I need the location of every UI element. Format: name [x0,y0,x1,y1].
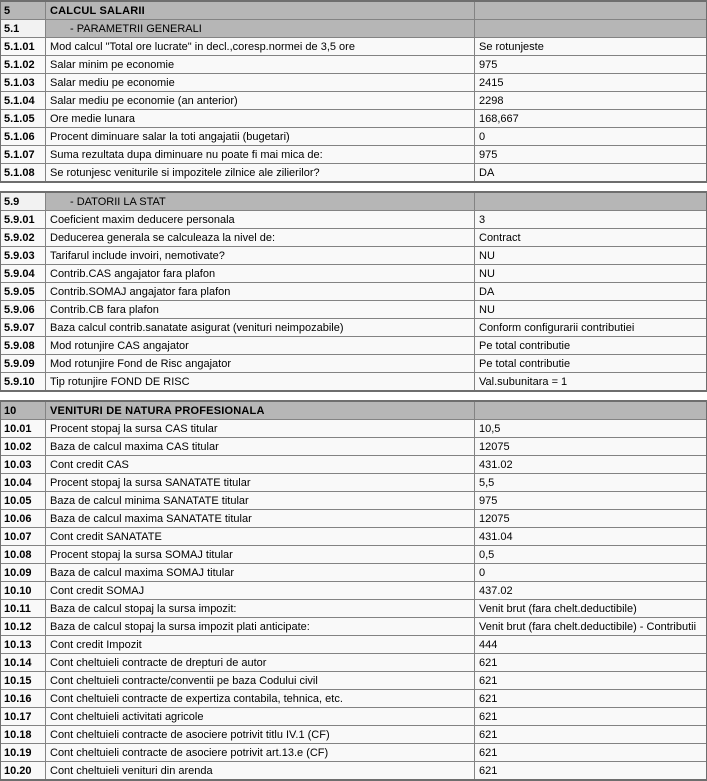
row-description: - DATORII LA STAT [46,193,475,210]
row-description: Contrib.SOMAJ angajator fara plafon [46,283,475,300]
row-code: 10.18 [1,726,46,743]
row-value[interactable]: Pe total contributie [475,337,706,354]
row-code: 5.1.06 [1,128,46,145]
table-row[interactable] [1,456,706,474]
row-value[interactable]: 0,5 [475,546,706,563]
row-code: 5.9.02 [1,229,46,246]
row-code: 5.9.08 [1,337,46,354]
row-description: Ore medie lunara [46,110,475,127]
row-code: 10.13 [1,636,46,653]
row-code: 5.9.07 [1,319,46,336]
row-code: 10.11 [1,600,46,617]
row-code: 5.1.07 [1,146,46,163]
row-value[interactable]: 437.02 [475,582,706,599]
row-code: 10.19 [1,744,46,761]
table-row[interactable] [1,283,706,301]
table-row[interactable] [1,564,706,582]
row-description: Cont cheltuieli contracte de asociere potrivit titlu IV.1 (CF) [46,726,475,743]
row-code: 10.01 [1,420,46,437]
row-code: 10.09 [1,564,46,581]
row-value[interactable]: 2298 [475,92,706,109]
table-section [0,191,707,392]
row-code: 5.1.02 [1,56,46,73]
table-row[interactable] [1,492,706,510]
table-row[interactable] [1,38,706,56]
row-value [475,20,706,37]
row-description: Salar minim pe economie [46,56,475,73]
table-row[interactable] [1,762,706,779]
row-value[interactable]: 975 [475,146,706,163]
row-description: Baza de calcul maxima SANATATE titular [46,510,475,527]
row-description: Deducerea generala se calculeaza la nivel de: [46,229,475,246]
row-description: Baza de calcul maxima CAS titular [46,438,475,455]
table-row[interactable] [1,600,706,618]
row-description: Cont credit SANATATE [46,528,475,545]
row-value[interactable]: Pe total contributie [475,355,706,372]
table-row[interactable] [1,164,706,181]
row-description: Procent stopaj la sursa CAS titular [46,420,475,437]
row-code: 5.9.05 [1,283,46,300]
row-value[interactable]: 2415 [475,74,706,91]
row-value[interactable]: 621 [475,708,706,725]
subsection-header-row[interactable] [1,193,706,211]
row-value[interactable]: 621 [475,744,706,761]
row-value[interactable]: 5,5 [475,474,706,491]
table-row[interactable] [1,110,706,128]
row-value[interactable]: 0 [475,564,706,581]
row-value[interactable]: 168,667 [475,110,706,127]
table-row[interactable] [1,744,706,762]
row-description: Cont cheltuieli contracte/conventii pe baza Codului civil [46,672,475,689]
row-code: 5.9.10 [1,373,46,390]
row-value[interactable]: 621 [475,654,706,671]
table-row[interactable] [1,636,706,654]
row-value[interactable]: Val.subunitara = 1 [475,373,706,390]
section-header-row[interactable] [1,2,706,20]
row-value[interactable]: DA [475,164,706,181]
table-row[interactable] [1,708,706,726]
row-code: 10.02 [1,438,46,455]
row-code: 5.1 [1,20,46,37]
row-code: 5.9 [1,193,46,210]
table-row[interactable] [1,92,706,110]
table-row[interactable] [1,438,706,456]
row-description: Baza de calcul maxima SOMAJ titular [46,564,475,581]
row-description: Mod rotunjire CAS angajator [46,337,475,354]
row-description: Mod rotunjire Fond de Risc angajator [46,355,475,372]
row-code: 10.20 [1,762,46,779]
row-value[interactable]: 621 [475,690,706,707]
section-header-row[interactable] [1,402,706,420]
row-description: Mod calcul "Total ore lucrate" in decl.,coresp.normei de 3,5 ore [46,38,475,55]
row-description: - PARAMETRII GENERALI [46,20,475,37]
row-code: 5.1.01 [1,38,46,55]
row-description: Contrib.CAS angajator fara plafon [46,265,475,282]
row-code: 10.15 [1,672,46,689]
row-value[interactable]: NU [475,247,706,264]
row-code: 10.06 [1,510,46,527]
table-row[interactable] [1,373,706,390]
table-row[interactable] [1,654,706,672]
row-code: 5.1.03 [1,74,46,91]
table-row[interactable] [1,265,706,283]
row-value[interactable]: DA [475,283,706,300]
table-row[interactable] [1,474,706,492]
table-row[interactable] [1,319,706,337]
row-code: 5.1.05 [1,110,46,127]
row-description: Coeficient maxim deducere personala [46,211,475,228]
table-row[interactable] [1,355,706,373]
table-row[interactable] [1,74,706,92]
row-value[interactable]: Venit brut (fara chelt.deductibile) [475,600,706,617]
row-value[interactable]: Contract [475,229,706,246]
row-code: 10.14 [1,654,46,671]
table-row[interactable] [1,301,706,319]
row-value[interactable]: 621 [475,762,706,779]
table-row[interactable] [1,229,706,247]
table-row[interactable] [1,247,706,265]
row-value [475,402,706,419]
table-section [0,400,707,781]
row-code: 5.9.03 [1,247,46,264]
row-value[interactable]: 431.04 [475,528,706,545]
row-value[interactable]: 444 [475,636,706,653]
table-row[interactable] [1,510,706,528]
row-description: Se rotunjesc veniturile si impozitele zilnice ale zilierilor? [46,164,475,181]
row-description: Baza de calcul stopaj la sursa impozit: [46,600,475,617]
row-value [475,2,706,19]
table-row[interactable] [1,211,706,229]
row-description: Procent stopaj la sursa SOMAJ titular [46,546,475,563]
row-value[interactable]: 975 [475,492,706,509]
table-row[interactable] [1,546,706,564]
row-code: 10.07 [1,528,46,545]
row-description: Suma rezultata dupa diminuare nu poate fi mai mica de: [46,146,475,163]
row-value[interactable]: 0 [475,128,706,145]
row-code: 5.9.01 [1,211,46,228]
row-code: 5.9.09 [1,355,46,372]
row-value[interactable]: 431.02 [475,456,706,473]
table-row[interactable] [1,56,706,74]
row-description: Salar mediu pe economie [46,74,475,91]
row-description: Cont cheltuieli contracte de drepturi de autor [46,654,475,671]
row-code: 10.08 [1,546,46,563]
table-row[interactable] [1,528,706,546]
row-value[interactable]: 3 [475,211,706,228]
table-row[interactable] [1,690,706,708]
row-description: Cont cheltuieli venituri din arenda [46,762,475,779]
row-value[interactable]: Venit brut (fara chelt.deductibile) - Contributii [475,618,706,635]
row-description: Cont cheltuieli contracte de asociere potrivit art.13.e (CF) [46,744,475,761]
row-code: 5.9.04 [1,265,46,282]
row-code: 10.16 [1,690,46,707]
row-code: 5.1.04 [1,92,46,109]
row-description: Contrib.CB fara plafon [46,301,475,318]
row-code: 5 [1,2,46,19]
row-value[interactable]: Conform configurarii contributiei [475,319,706,336]
row-code: 10.12 [1,618,46,635]
table-section [0,0,707,183]
table-row[interactable] [1,337,706,355]
table-row[interactable] [1,726,706,744]
subsection-header-row[interactable] [1,20,706,38]
row-description: Tip rotunjire FOND DE RISC [46,373,475,390]
row-code: 10.04 [1,474,46,491]
row-description: Cont credit CAS [46,456,475,473]
row-description: Baza calcul contrib.sanatate asigurat (venituri neimpozabile) [46,319,475,336]
row-code: 5.1.08 [1,164,46,181]
row-code: 10.05 [1,492,46,509]
row-code: 10.03 [1,456,46,473]
row-value[interactable]: 10,5 [475,420,706,437]
row-value [475,193,706,210]
row-value[interactable]: 621 [475,672,706,689]
row-description: Baza de calcul stopaj la sursa impozit plati anticipate: [46,618,475,635]
table-row[interactable] [1,128,706,146]
row-value[interactable]: 975 [475,56,706,73]
table-row[interactable] [1,582,706,600]
row-value[interactable]: NU [475,301,706,318]
row-description: Cont cheltuieli contracte de expertiza contabila, tehnica, etc. [46,690,475,707]
table-row[interactable] [1,618,706,636]
row-description: Cont cheltuieli activitati agricole [46,708,475,725]
row-value[interactable]: 12075 [475,438,706,455]
row-value[interactable]: Se rotunjeste [475,38,706,55]
table-row[interactable] [1,672,706,690]
row-description: Procent diminuare salar la toti angajatii (bugetari) [46,128,475,145]
row-description: Procent stopaj la sursa SANATATE titular [46,474,475,491]
row-description: Baza de calcul minima SANATATE titular [46,492,475,509]
row-value[interactable]: 12075 [475,510,706,527]
row-description: Cont credit SOMAJ [46,582,475,599]
row-code: 10.17 [1,708,46,725]
row-value[interactable]: 621 [475,726,706,743]
row-code: 10.10 [1,582,46,599]
row-description: CALCUL SALARII [46,2,475,19]
row-description: VENITURI DE NATURA PROFESIONALA [46,402,475,419]
row-description: Tarifarul include invoiri, nemotivate? [46,247,475,264]
row-description: Salar mediu pe economie (an anterior) [46,92,475,109]
row-value[interactable]: NU [475,265,706,282]
row-description: Cont credit Impozit [46,636,475,653]
table-row[interactable] [1,420,706,438]
row-code: 10 [1,402,46,419]
row-code: 5.9.06 [1,301,46,318]
table-row[interactable] [1,146,706,164]
